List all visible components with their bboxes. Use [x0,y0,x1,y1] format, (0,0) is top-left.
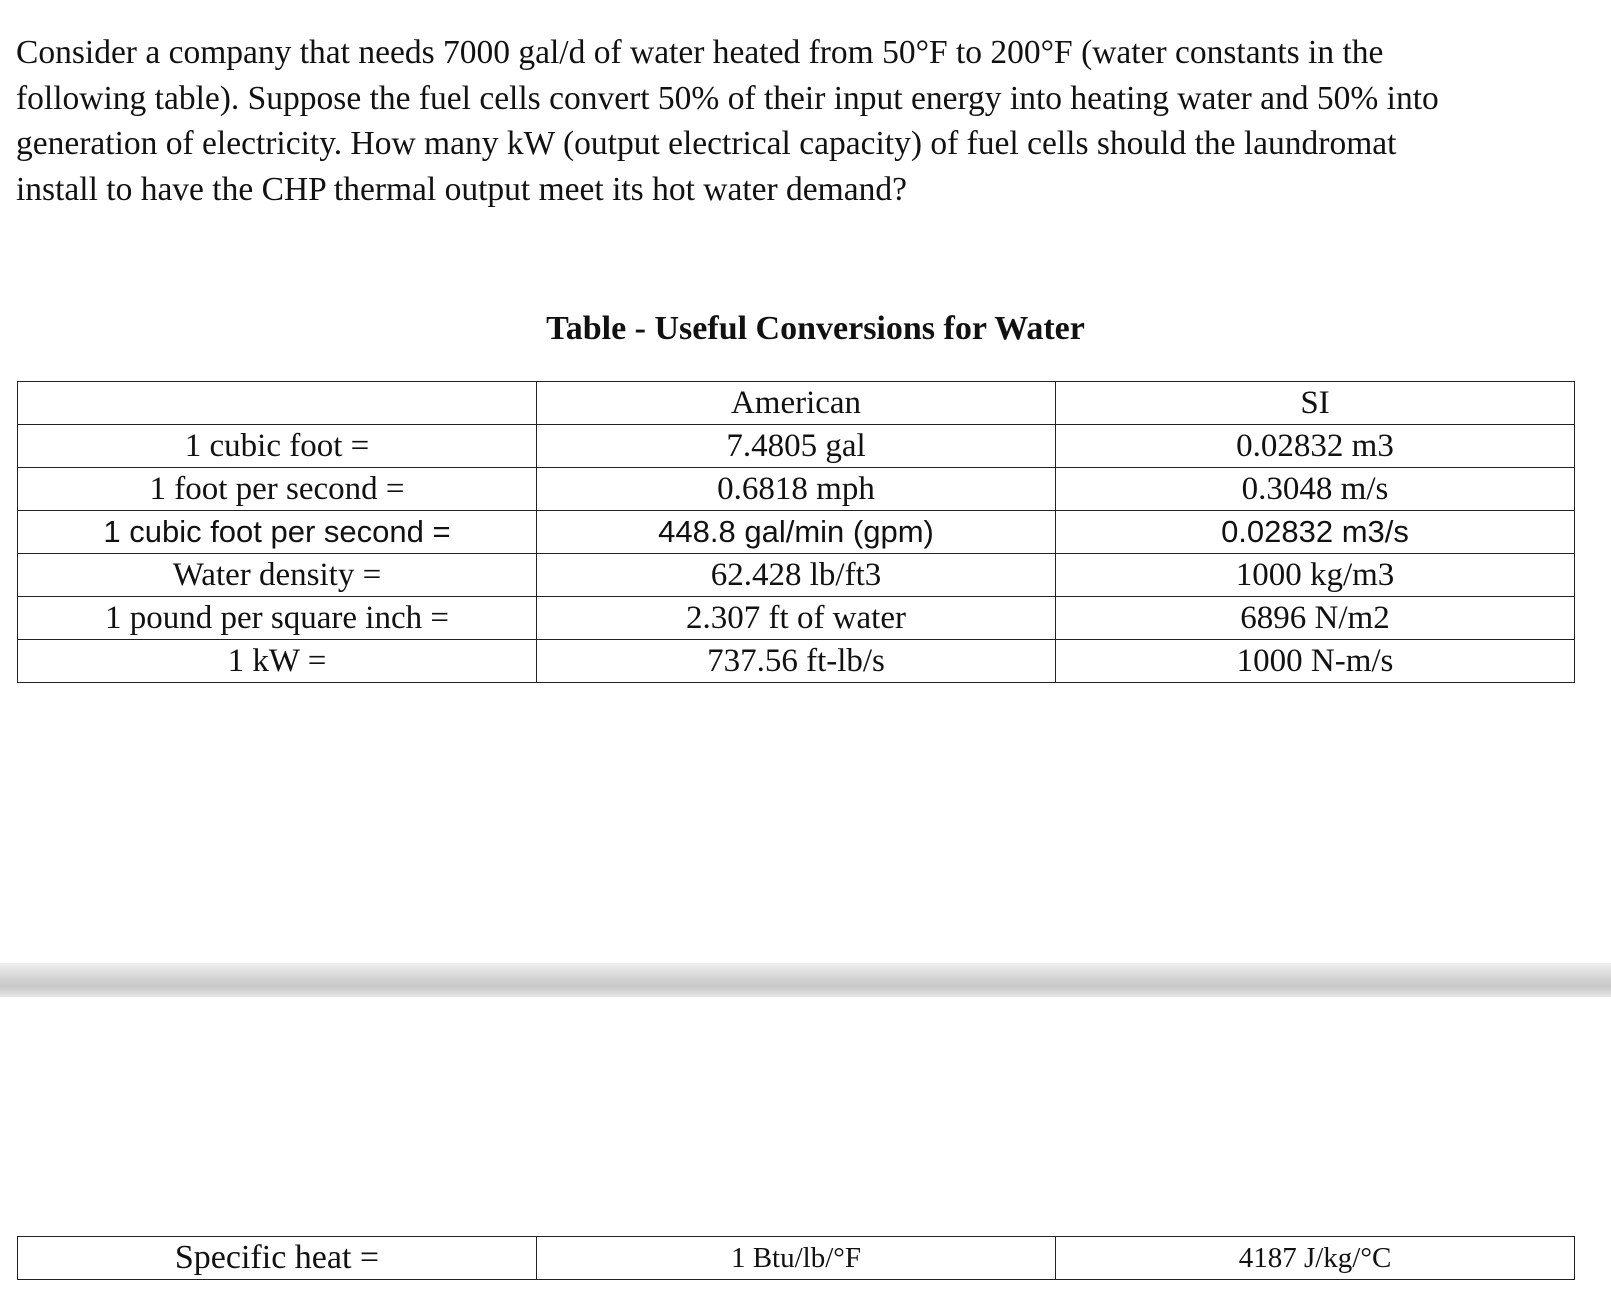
header-si: SI [1056,382,1575,425]
header-blank [18,382,537,425]
row-label: 1 pound per square inch = [18,597,537,640]
row-american: 448.8 gal/min (gpm) [537,511,1056,554]
table-row [18,511,1575,554]
question-line-4: install to have the CHP thermal output meet its hot water demand? [16,170,907,208]
page-divider [0,963,1611,997]
row-american: 62.428 lb/ft3 [537,554,1056,597]
row-si: 1000 N-m/s [1056,640,1575,683]
question-line-2: following table). Suppose the fuel cells convert 50% of their input energy into heating water and 50% into [16,79,1439,117]
row-label: 1 foot per second = [18,468,537,511]
row-label: 1 cubic foot per second = [18,511,537,554]
row-label: Water density = [18,554,537,597]
row-american: 2.307 ft of water [537,597,1056,640]
table-row [18,554,1575,597]
specific-heat-american: 1 Btu/lb/°F [537,1237,1056,1280]
question-line-3: generation of electricity. How many kW (output electrical capacity) of fuel cells should the laundromat [16,125,1397,162]
table-row [18,597,1575,640]
specific-heat-si: 4187 J/kg/°C [1056,1237,1575,1280]
table-title: Table - Useful Conversions for Water [546,310,1085,347]
row-si: 0.02832 m3/s [1056,511,1575,554]
table-row [18,1237,1575,1280]
specific-heat-label: Specific heat = [18,1237,537,1280]
table-header-row [18,382,1575,425]
row-label: 1 cubic foot = [18,425,537,468]
row-american: 7.4805 gal [537,425,1056,468]
conversion-table [17,381,1575,683]
table-row [18,640,1575,683]
specific-heat-table [17,1236,1575,1280]
row-label: 1 kW = [18,640,537,683]
row-si: 6896 N/m2 [1056,597,1575,640]
row-si: 0.02832 m3 [1056,425,1575,468]
row-si: 0.3048 m/s [1056,468,1575,511]
table-row [18,468,1575,511]
table-row [18,425,1575,468]
row-si: 1000 kg/m3 [1056,554,1575,597]
question-text [16,30,1596,212]
row-american: 0.6818 mph [537,468,1056,511]
row-american: 737.56 ft-lb/s [537,640,1056,683]
question-line-1: Consider a company that needs 7000 gal/d of water heated from 50°F to 200°F (water constants in the [16,34,1384,71]
header-american: American [537,382,1056,425]
